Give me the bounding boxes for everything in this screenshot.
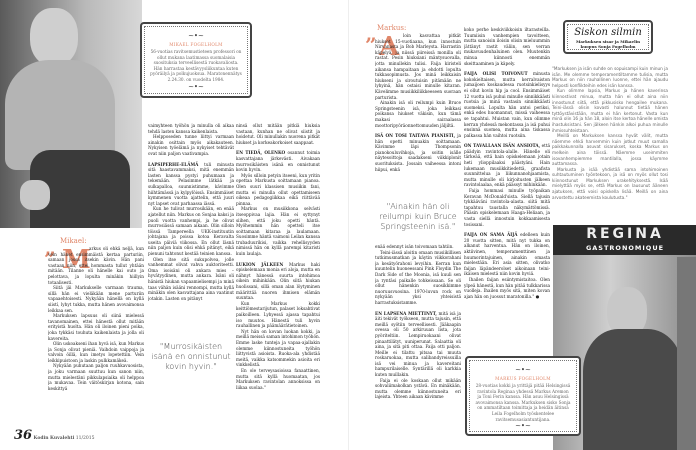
section-heading: LUKION JÄLKEEN (236, 261, 284, 267)
paragraph: Markusta ja isää yhdistää sama intohimoinen suhtautuminen työntekoon, ja isä on myös ollut tosi kiinnostunut Markuksen urakehityksestä. Isää mielyttää myös se, että Markus on lausunut ääneen ajatuksen, että voisi opiskella lisää. Meillä on aina arvostettu akateemista koulutusta." (552, 166, 668, 200)
paragraph: koko perhe keskiviikkoisin iltarastеilla. Tuumiisin vanhempien tavoitteen, mutta sanoisin iloisin olisin mieluummin jättänyt rastit väliin, sen verran mukavuudenhaluinen olen. Muutenkin minua kiinnosti enemmän skeittaaminen ja käpely. (464, 27, 550, 66)
section-text: mitä isä ja äiti tekivät työkseen, mutta tajusin, että meillä syötiin terveellisesti. Jääkaapin ovessa oli 50 arkiruuan lista, jota pyöriteltiin. Lempiruokaani olivat pinaattilätyt, uuniperunat. Salaattia oli aina, ja sitä piti ottaa. Faija otti paljon. Meille ei tilattu pitsaa tai muuta roskaruokaa, mutta salibandyreissuilla isä vei minua ja kavereitani hampurilaiselle. Syntärillä oli karkkia kuten muillakin. (375, 310, 461, 378)
section-paragraph (464, 143, 550, 188)
info-box-name: MIKAEL FOGELHOLM (169, 42, 223, 47)
sign-name: REGINA (586, 226, 664, 242)
section-text: että päädyin ravintola-alalle. Hänelle oli tärkeää, että hain opiskelemaan jotain heti ylioppilaaksi päästyäni. Hain lukemaan musiikkitiedettä, graafista suunnittelua ja liikunnanohjaamista, mutta minulle oli kirjoitusten jälkeen ravintolaalaa, enkä päässyt mihinkään. (464, 143, 550, 188)
section-text: minusta kokokieltaisen, mutta kerralvaiston jumaijoen koskaudessa ruotsinkielisyys ei ollut kovin hip ja cool. Ensimmäiset 12 vuotta isä puhui minulle sinnikkäästi ruotsia ja minä vastasin sinnikkäästi suomeksi. Lopulta hän antoi periksi, enkä edes huomannut, missä vaiheessa se tapahtui. Muistan vain, kun olimme kerran yhdessä mekontassa ja isä puhui ensinnä suomea, mutta aina tiskassa palkassa hän vaihtoi ruotsiin. (464, 71, 550, 138)
section-paragraph (236, 262, 320, 301)
ornament-icon: ~•~ (188, 32, 204, 40)
paragraph: Faija hommasi minulle työpaikan Keravan McDonald'sista. Siellä tajusin tykkääväni ravintola-alasta. siitä mitä tapahtuu taustalla näkymättömissä. Pääsin opiskelemaan Haaga-Heliaan, ja vasta siellä innostuin kokkaamisesta tosissani. (464, 188, 550, 227)
drop-cap: M (62, 245, 91, 275)
sidebar-title: Siskon silmin (574, 27, 642, 38)
paragraph: Kun olimme lapsia, Markus ja hänen kaverinsa kiinnostivat minua, mutta hän ei ollut aina niin innostunut siitä, että pikkusisko hengailee mukana. Teini-iässä olisin kovasti halunnut tietää hänen tyttöystävistään, mutta ei hän kertonut. Vasta kun minä olin 16 ja hän 18, aloin itse kertoa hänelle omista ihastuksistani. Sen jälkeen hänkin alkoi puhua minulle ihmissuhteistaan. (552, 88, 668, 133)
section-paragraph (375, 133, 461, 172)
section-paragraph (464, 71, 550, 138)
paragraph: Faija ei ole koskaan ollut mikään sohvaliimakolkan ystävä. En minäkään, mutta olemme kiinnostuneita eri lajeista. Yhteen aikaan kävimme (375, 377, 461, 400)
ornament-icon: ~•~ (515, 366, 531, 374)
sidebar-column (552, 66, 668, 216)
mikael-label: Mikael: (60, 237, 87, 245)
right-page (348, 0, 696, 450)
quote-mark-icon: ” (365, 33, 377, 57)
section-heading: FAIJA ON SAMA ÄIJÄ (464, 232, 518, 238)
markus-info-box (465, 356, 581, 436)
right-column-1 (375, 33, 461, 203)
paragraph: Markus on musiikkona selvästi itseoppivaa lajia. Hän ei syttynyt siihen, että joku opetti häntä. Myöhemmin hän opetteli itse soittamaan kitaraa ja laulamaan. Suosimme häntä vaimoni Leilan kanssa trubaduurikisi, vaikka rehellisyyden nimissä hän on kyllä parempi kitaristi kuin laulaja. (236, 206, 320, 257)
paragraph: "Markuksen ja isän suhde on sopuisampi kuin minun ja isän. Me olemme temperamentiltamme tulisia, mutta Markus on niin rauhallinen luonne, ettei hän ajaudu helposti konflikteihin edes isän kanssa. (552, 66, 668, 88)
paragraph: En ole terveysasioissa fanaattinen, mutta sitä kyllä huomaatan, jos Markuksen ravintolan annoksissa on liikaa suolaa." (236, 367, 320, 390)
paragraph: Teini-iässä aloitin omaan musiikillisen tutkimusmatkan ja käytin viikkorahani ja kesätyörahoni levyihin. Kerran kun kuuntelin huoneessani Pink Floydin The Dark Side of the Moonia, isä kuuli sen ja ryntäsi paikalle tohkeissaan. Se oli ollut hänenkin suosikkimme nuoruusvuosina. 1970-luvun rock on nykyään yksi yhteisistä harrastuksistamme. (375, 249, 461, 305)
mikael-info-box (140, 22, 252, 98)
section-heading: ISÄ ON TOSI TAITAVA PIANISTI, (375, 133, 456, 139)
paragraph: Siitä jäi Markukselle varmaan trauma, sillä hän ei vieläkään mene parturiin vapaaehtoisesti. Nykyään hänellä on kyllä siistí, lyhyt tukka, mutta hänen avovaimonsa leikkaa sen. (48, 285, 144, 313)
magazine-name: Kodin Kuvalehti (33, 436, 75, 441)
paragraph: Kun he tulivat murrosikään, en enää ajatellut niin. Markus on Sonjaa kaksi ja puoli vuotta vanhempi, ja he olivat murrosiässä samaan aikaan. Olin silloin töissä Tampereella UKK-instituutin johtajana ja poissa kotoa Keravalta useita päiviä viikossa. En ollut läsnä niin paljon kuin olisi ehkä pitänyt, eikä pienuni tahtonut kestää teinien kanssa. (148, 206, 234, 257)
paragraph: Nykyään puhutaan paljon ruuhkavuosista, ja joku varmaan suuttuu kun sanon niin, mutta mielestäni pikkulapsiaika oli helppoa ja mukavaa. Tein väitöskirjan kotona, sain keskittyä (48, 363, 144, 391)
paragraph: Olen itse sitä sukupolvea, jolle vanhemmat olivat vahva auktoriteetti. Oma isoisäni oli ankara mies – hyvätyydinen, mutta ankara. Isäni oli hänistä hiukan vapaamielisempi ja minä taas vähän isääni rennompi, mutta kyllä minäkin olen kasvattajana aina vaatinut jotakin. Lasten on pitänyt (148, 256, 234, 301)
section-paragraph (464, 232, 550, 277)
section-heading: FAIJA OLISI TOIVONUT (464, 71, 528, 77)
page-number: 36 (14, 428, 33, 443)
section-heading: ON TAVALLAAN ISÄN ANSIOTA, (464, 143, 541, 149)
paragraph: arkus oli ehkä neljä, kun vein hänet ensimmäistä kertaa parturiin, samaan jossa itsekin kävin. Hän pani vastaan niin, ettei hommasta tullut yhtään mitään. Tilanne oli hänelle kai outo ja pelottava, ja lopulta minäkin hiillyin totaalisesti. (48, 246, 144, 285)
paragraph: Ihailen faijan esiintymistaitoa. Olen ylpeä hänestä, kun hän pitää tulkkarissa vuolleja. Ihailen myös sitä, miten kovan ajan hän on juossut maratonilla." ● (464, 276, 550, 299)
paragraph: enää edennyt isän toivomaan tahtiin. (375, 244, 454, 249)
pull-quote: "Murrosikäisten isänä en onnistunut kovin hyvin." (148, 342, 234, 378)
right-column-2 (464, 27, 550, 352)
pull-quote: "Ainakin hän oli reilumpi kuin Bruce Springsteenin isä." (379, 202, 457, 231)
info-box-text: 56-vuotias ravitsemustieteen professori on ollut mukana laatimassa suomalaisia suosituksia terveellisestä ruokavaliosta. Hän harrastaa kestävyysliikuntaa kuten pyöräilyä ja polkujuoksua. Maratonennätys 2.24.30. on vuodelta 1984. (150, 49, 242, 82)
info-box-name: MARKUS FOGELHOLM (495, 376, 551, 381)
mikael-photo (0, 0, 142, 228)
section-paragraph (148, 162, 234, 207)
left-column-3 (236, 123, 320, 420)
section-text: edelleen kuin 20 vuotta sitten, mitä nyt tukka on alkanut harventua. Hän on iloinen, aktiivinen, temperamenttinen ja huumorintajuinen, ainakin omasta mielestään. Eri asia sitten, olivatko faijan läpändeerolset aikoinaan teini-ikäisen mielestä niin kovin hyviä. (464, 232, 550, 277)
ornament-icon: ~•~ (188, 82, 204, 91)
sidebar-title-box (563, 20, 653, 54)
sign-subtitle: GASTRONOMIQUE (585, 244, 665, 252)
section-text: Markus haki opiskelemaan monia eri aloja, mutta en nähnyt hänessä suurta intohimoa oikein mihinkään. Olin siitä hiukan huolissani, sillä oman alan löytyminen määrittää nuoren ihmisen elämän suuntaa. (236, 261, 320, 301)
paragraph: Markuksen lapsuus oli siinä mielessä tavanomainen, ettei hänestä ollut mitään erityistä huolta. Hän oli iloinen pieni poika, joka tykkäsi touhuta kaikenlaista ja jolla oli kavereita. (48, 313, 144, 341)
info-box-text: 28-vuotias kokki ja yrittäjä pitää Helsingissä ravintola Reginaa yhdessä Markus Aremon ja Toni Ferin kanssa. Hän asuu Helsingissä avovaimonsa kanssa. Markuksen sisko Sonja on ammatiltaan toimittaja ja heidän äitinsä Leila Fogelholm työskentelee ravitsemusasiantuntijana. (475, 383, 571, 422)
paragraph: Nyt hän on kovan luokan kokki, ja meillä meissä saman intohimon työhön. Emme laske tuntejа ja vapaa-ajallakin olemme kiinnostuneita työhön liittyvistä asioista. Ruoka-ala yhdistää meitä, vaikka katsommekin asioita eri vinkkelistä. (236, 328, 320, 368)
sidebar-subtitle: Markuksen sisar ja Mikaelin kuopus Sonja Fogelholm (575, 39, 641, 49)
page-footer (14, 428, 94, 443)
mikael-column (48, 246, 144, 421)
paragraph: loin kasvattaa pitkät hiukset 15-vuotiaana, kun innostuin Nirvanasta ja Bob Marleysta. Harrastin käpelyä, ja niissä piireissä monilla oli rastat. Pesin hiuksiani mäntysuovalla, jotta minullekin tulisi. Faija kiristeli aikansa hampaitaan ja ehdotti lopulta tukkasopimusta. Jos minä leikkaisin hiukseni ja siroutuisin pitämään ne lyhyinä, hän ostaisi minulle kitaran. Kävelimme musiikkiliikkeeseen suoraan parturista. (375, 33, 461, 100)
markus-label: Markus: (377, 24, 407, 32)
paragraph: vaimyhteen työhön ja minulla oli aikaa tehdä lasten kanssa kaikenlaista. (148, 123, 234, 134)
right-column-1-lower (375, 244, 461, 424)
paragraph: ninsä ollut mitään pitkiä hiuksia vastaan, kunhan ne olivat siistit ja hoidetut. Oli minullakin nuorena pitkät hiukset ja korkeakorkoiset saappaat. (236, 123, 320, 145)
quote-mark-icon: ” (44, 247, 56, 271)
section-text: tuli minusta sitä haastavammaksi, mitä enemmän lasten kanssa pystyi puhumaan ja tekemään. Pelasimme lätkää ja sulkapalloa, suunnistimme, kävimme hiihtämässä ja kylpylöissä. Ensimmäiset kymmenen vuotta ajattelin, että juuri nyt lapset ovat parhaassa iässä. (148, 161, 234, 206)
restaurant-sign (553, 225, 696, 255)
section-heading: EN LAPSENA MIETTINYT, (375, 310, 437, 316)
paragraph: Ainakin isä oli reilumpi kuin Bruce Springsteenin isä, joka leikkasi poikansa hiukset väkisin, kun tämä makasi sairaalassa moottoripyöräonnettomuuden jäljiltä. (375, 100, 461, 128)
drop-cap: A (379, 32, 400, 62)
section-paragraph (375, 311, 461, 378)
section-paragraph (236, 150, 320, 172)
paragraph: Helpposeden tunne liittyi varmaan ainakin osittain myös aikakauteen. Nykyisen työelämä ja nykyiset tehtävät ovat niin paljon vaativampia. (148, 134, 234, 156)
ornament-icon: ~•~ (515, 422, 531, 431)
section-text: ja hän opetti minuakin soittamaan. Kävimme läpi Thompsonin pianokouluvihkoja, ja soitin isälle näytesoittoja saadakseni viikkiplonit suorituksista. Jossain vaiheessa intoni hiipui, enkä (375, 133, 461, 172)
paragraph: Myös silloin petyin itseeni, kun yritin opettaa Markusta soittamaan pianoa. Olen suuri klassisen musiikin fani, mutta ei minulla ollut opettamiseen oikeaa pedagogiikkaa eikä riittävää pinnaa. (236, 172, 320, 206)
section-heading: EN TIEDÄ, OLENKO (236, 150, 286, 156)
paragraph: Meillä on Markuksen kanssa hyvät välit, mutta näemme ehkä harvemmin kuin jotkut muut samalla paikkakunnalla asuvat sisarukset, koska Markus on melkein aina töissä. Näemme useimmiten isovanhempiemme mantilalla, jossa käymme auttamassa. (552, 133, 668, 167)
paragraph: Kun Markus kokki keittiömestarijutun, palaset loksahtivat paikoilleen. Lyhyessä ajassa tapahtui iso muutos. Hänestä tuli hyvin rauhallinen ja päämäärätietoinen. (236, 300, 320, 329)
paragraph: Olin uskoakseni ihan hyvä isä, kun Markus ja Sonja olivat pieniä. Vaihdoin vaippoja ja valvoin öillä, kun imetys lopetettiin. Vein leikkipuistoon ja laskin pulkkamäkeä. (48, 341, 144, 363)
issue: 11/2015 (75, 436, 95, 441)
section-heading: LAPSIPERHE-ELÄMÄ (148, 161, 199, 167)
section-text: osannut toimia kasvattajana järkevästi. Aivakaan murrosikäisten isänä en onnistunut kovin hyvin. (236, 150, 320, 173)
